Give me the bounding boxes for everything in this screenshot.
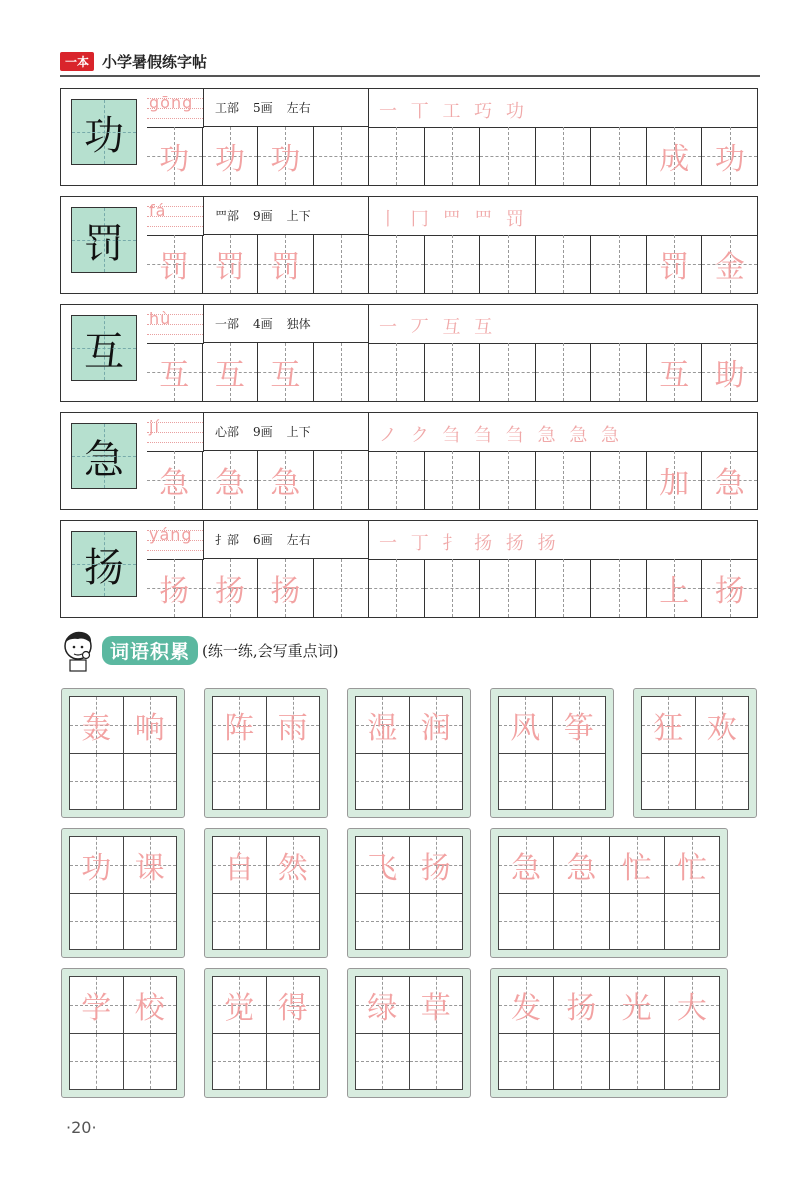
word-trace-character: 雨	[277, 710, 308, 746]
stroke-count: 4画	[253, 317, 273, 331]
stroke-order	[369, 89, 757, 128]
blank-writing-cell[interactable]	[409, 1034, 463, 1090]
word-box	[61, 828, 185, 958]
character-row	[60, 520, 758, 618]
blank-writing-cell[interactable]	[356, 894, 409, 950]
blank-writing-cell[interactable]	[609, 894, 664, 950]
pinyin-box	[147, 413, 204, 452]
word-trace-character: 风	[510, 710, 541, 746]
section-subtitle: (练一练,会写重点词)	[202, 641, 339, 660]
writing-cell[interactable]	[257, 343, 313, 401]
word-trace-character: 自	[224, 850, 255, 886]
radical: 一部	[215, 317, 240, 331]
pinyin-box	[147, 521, 204, 560]
practice-grid	[147, 235, 757, 293]
blank-writing-cell[interactable]	[552, 754, 606, 810]
word-box	[204, 688, 328, 818]
trace-character: 金	[714, 250, 745, 285]
word-trace-character: 扬	[420, 850, 451, 886]
writing-cell[interactable]	[257, 559, 313, 617]
writing-cell[interactable]	[368, 127, 424, 185]
section-header	[60, 628, 339, 672]
writing-cell[interactable]	[701, 235, 757, 293]
word-cell[interactable]	[213, 837, 266, 893]
word-trace-character: 飞	[367, 850, 398, 886]
character-row	[60, 412, 758, 510]
writing-cell[interactable]	[202, 559, 258, 617]
page-header	[60, 50, 207, 72]
writing-cell[interactable]	[646, 343, 702, 401]
pinyin-text: hù	[149, 309, 172, 328]
trace-character: 互	[270, 358, 301, 393]
blank-writing-cell[interactable]	[123, 754, 177, 810]
stroke-count: 6画	[253, 533, 273, 547]
stroke-order-text: 一 丁 扌 扬 扬 扬	[379, 533, 560, 554]
trace-character: 功	[714, 142, 745, 177]
word-cell[interactable]	[552, 697, 606, 753]
practice-grid	[147, 127, 757, 185]
blank-writing-cell[interactable]	[664, 894, 719, 950]
writing-cell[interactable]	[701, 559, 757, 617]
stroke-order-text: 丨 冂 罒 罒 罚	[379, 209, 528, 230]
model-character-box	[71, 99, 137, 165]
word-trace-character: 急	[566, 850, 597, 886]
blank-writing-cell[interactable]	[213, 754, 266, 810]
blank-writing-cell[interactable]	[409, 754, 463, 810]
word-trace-character: 润	[420, 710, 451, 746]
writing-cell[interactable]	[202, 343, 258, 401]
word-trace-character: 草	[420, 990, 451, 1026]
word-box	[490, 968, 728, 1098]
writing-cell[interactable]	[646, 127, 702, 185]
word-cell[interactable]	[356, 697, 409, 753]
stroke-order	[369, 197, 757, 236]
trace-character: 急	[270, 466, 301, 501]
stroke-order-text: 一 丆 互 互	[379, 317, 497, 338]
writing-cell[interactable]	[590, 559, 646, 617]
writing-cell[interactable]	[147, 127, 202, 185]
stroke-order	[369, 521, 757, 560]
section-title: 词语积累	[102, 636, 198, 665]
stroke-count: 9画	[253, 209, 273, 223]
writing-cell[interactable]	[535, 235, 591, 293]
boy-thinking-icon	[60, 628, 100, 672]
word-trace-character: 发	[511, 990, 542, 1026]
trace-character: 罚	[659, 250, 690, 285]
writing-cell[interactable]	[147, 451, 202, 509]
blank-writing-cell[interactable]	[356, 1034, 409, 1090]
word-cell[interactable]	[266, 977, 320, 1033]
pinyin-box	[147, 89, 204, 128]
writing-cell[interactable]	[147, 559, 202, 617]
word-trace-character: 狂	[653, 710, 684, 746]
word-cell[interactable]	[266, 837, 320, 893]
trace-character: 罚	[270, 250, 301, 285]
writing-cell[interactable]	[313, 127, 369, 185]
radical: 罒部	[215, 209, 240, 223]
header-divider	[60, 75, 760, 77]
pinyin-text: jí	[149, 417, 160, 436]
radical: 心部	[215, 425, 240, 439]
writing-cell[interactable]	[202, 127, 258, 185]
model-character: 罚	[84, 220, 124, 267]
word-cell[interactable]	[70, 977, 123, 1033]
character-info	[203, 521, 369, 559]
model-character-box	[71, 315, 137, 381]
word-cell[interactable]	[664, 977, 719, 1033]
word-cell[interactable]	[553, 837, 608, 893]
trace-character: 功	[270, 142, 301, 177]
blank-writing-cell[interactable]	[553, 1034, 608, 1090]
word-trace-character: 湿	[367, 710, 398, 746]
practice-grid	[147, 559, 757, 617]
writing-cell[interactable]	[424, 343, 480, 401]
word-cell[interactable]	[409, 697, 463, 753]
writing-cell[interactable]	[646, 559, 702, 617]
writing-cell[interactable]	[313, 235, 369, 293]
writing-cell[interactable]	[701, 343, 757, 401]
word-trace-character: 学	[81, 990, 112, 1026]
structure: 独体	[286, 317, 311, 331]
writing-cell[interactable]	[424, 451, 480, 509]
model-character: 功	[84, 112, 124, 159]
character-row	[60, 196, 758, 294]
writing-cell[interactable]	[535, 559, 591, 617]
word-box	[490, 828, 728, 958]
writing-cell[interactable]	[701, 127, 757, 185]
model-character: 急	[84, 436, 124, 483]
word-cell[interactable]	[609, 837, 664, 893]
word-cell[interactable]	[213, 697, 266, 753]
word-cell[interactable]	[695, 697, 749, 753]
word-box	[204, 968, 328, 1098]
trace-character: 功	[214, 142, 245, 177]
stroke-order-text: ノ ク 刍 刍 刍 急 急 急	[379, 425, 624, 446]
blank-writing-cell[interactable]	[642, 754, 695, 810]
writing-cell[interactable]	[424, 235, 480, 293]
trace-character: 互	[659, 358, 690, 393]
writing-cell[interactable]	[313, 451, 369, 509]
writing-cell[interactable]	[202, 235, 258, 293]
writing-cell[interactable]	[590, 235, 646, 293]
writing-cell[interactable]	[257, 451, 313, 509]
word-trace-character: 急	[511, 850, 542, 886]
trace-character: 扬	[714, 574, 745, 609]
word-trace-character: 校	[134, 990, 165, 1026]
writing-cell[interactable]	[590, 127, 646, 185]
writing-cell[interactable]	[368, 451, 424, 509]
word-box	[61, 968, 185, 1098]
trace-character: 罚	[214, 250, 245, 285]
blank-writing-cell[interactable]	[70, 1034, 123, 1090]
blank-writing-cell[interactable]	[266, 894, 320, 950]
writing-cell[interactable]	[424, 559, 480, 617]
writing-cell[interactable]	[147, 235, 202, 293]
pinyin-text: fá	[149, 201, 167, 220]
character-row	[60, 88, 758, 186]
writing-cell[interactable]	[424, 127, 480, 185]
blank-writing-cell[interactable]	[266, 1034, 320, 1090]
word-trace-character: 大	[676, 990, 707, 1026]
writing-cell[interactable]	[646, 235, 702, 293]
word-cell[interactable]	[213, 977, 266, 1033]
word-trace-character: 轰	[81, 710, 112, 746]
word-cell[interactable]	[609, 977, 664, 1033]
blank-writing-cell[interactable]	[123, 894, 177, 950]
word-box	[347, 968, 471, 1098]
blank-writing-cell[interactable]	[266, 754, 320, 810]
word-cell[interactable]	[409, 977, 463, 1033]
blank-writing-cell[interactable]	[499, 894, 553, 950]
writing-cell[interactable]	[479, 559, 535, 617]
blank-writing-cell[interactable]	[499, 1034, 553, 1090]
character-info	[203, 413, 369, 451]
blank-writing-cell[interactable]	[609, 1034, 664, 1090]
word-cell[interactable]	[123, 837, 177, 893]
writing-cell[interactable]	[479, 451, 535, 509]
writing-cell[interactable]	[646, 451, 702, 509]
model-character-box	[71, 423, 137, 489]
word-cell[interactable]	[499, 837, 553, 893]
model-character-box	[71, 531, 137, 597]
writing-cell[interactable]	[147, 343, 202, 401]
trace-character: 功	[159, 142, 190, 177]
trace-character: 扬	[159, 574, 190, 609]
word-trace-character: 课	[134, 850, 165, 886]
pinyin-box	[147, 197, 204, 236]
word-box	[633, 688, 757, 818]
word-trace-character: 忙	[621, 850, 652, 886]
writing-cell[interactable]	[590, 451, 646, 509]
word-cell[interactable]	[70, 697, 123, 753]
word-cell[interactable]	[70, 837, 123, 893]
writing-cell[interactable]	[479, 343, 535, 401]
model-character: 互	[84, 328, 124, 375]
model-character: 扬	[84, 544, 124, 591]
trace-character: 急	[214, 466, 245, 501]
word-cell[interactable]	[123, 977, 177, 1033]
word-box	[61, 688, 185, 818]
stroke-order-text: 一 丅 工 巧 功	[379, 101, 528, 122]
word-cell[interactable]	[553, 977, 608, 1033]
stroke-count: 5画	[253, 101, 273, 115]
writing-cell[interactable]	[479, 235, 535, 293]
word-cell[interactable]	[499, 697, 552, 753]
stroke-count: 9画	[253, 425, 273, 439]
word-cell[interactable]	[356, 977, 409, 1033]
writing-cell[interactable]	[368, 235, 424, 293]
word-trace-character: 筝	[563, 710, 594, 746]
structure: 左右	[286, 533, 311, 547]
writing-cell[interactable]	[368, 559, 424, 617]
brand-badge: 一本	[60, 52, 94, 71]
writing-cell[interactable]	[313, 559, 369, 617]
writing-cell[interactable]	[257, 127, 313, 185]
practice-grid	[147, 343, 757, 401]
word-cell[interactable]	[409, 837, 463, 893]
model-character-box	[71, 207, 137, 273]
radical: 工部	[215, 101, 240, 115]
character-info	[203, 197, 369, 235]
word-trace-character: 欢	[706, 710, 737, 746]
word-trace-character: 功	[81, 850, 112, 886]
word-cell[interactable]	[499, 977, 553, 1033]
word-cell[interactable]	[123, 697, 177, 753]
pinyin-box	[147, 305, 204, 344]
blank-writing-cell[interactable]	[409, 894, 463, 950]
trace-character: 加	[659, 466, 690, 501]
writing-cell[interactable]	[257, 235, 313, 293]
writing-cell[interactable]	[535, 127, 591, 185]
trace-character: 互	[214, 358, 245, 393]
trace-character: 扬	[270, 574, 301, 609]
structure: 上下	[286, 209, 311, 223]
pinyin-text: yáng	[149, 525, 193, 544]
trace-character: 急	[714, 466, 745, 501]
stroke-order	[369, 305, 757, 344]
blank-writing-cell[interactable]	[695, 754, 749, 810]
trace-character: 罚	[159, 250, 190, 285]
page-number: ·20·	[66, 1118, 97, 1137]
word-box	[204, 828, 328, 958]
blank-writing-cell[interactable]	[213, 1034, 266, 1090]
structure: 左右	[286, 101, 311, 115]
pinyin-text: gōng	[149, 93, 194, 112]
writing-cell[interactable]	[701, 451, 757, 509]
writing-cell[interactable]	[479, 127, 535, 185]
word-box	[347, 828, 471, 958]
character-row	[60, 304, 758, 402]
writing-cell[interactable]	[535, 451, 591, 509]
page-number-value: 20	[71, 1118, 92, 1137]
structure: 上下	[286, 425, 311, 439]
word-trace-character: 响	[134, 710, 165, 746]
word-trace-character: 绿	[367, 990, 398, 1026]
trace-character: 扬	[214, 574, 245, 609]
word-box	[347, 688, 471, 818]
blank-writing-cell[interactable]	[356, 754, 409, 810]
trace-character: 互	[159, 358, 190, 393]
word-trace-character: 扬	[566, 990, 597, 1026]
character-info	[203, 89, 369, 127]
blank-writing-cell[interactable]	[664, 1034, 719, 1090]
writing-cell[interactable]	[590, 343, 646, 401]
word-cell[interactable]	[642, 697, 695, 753]
writing-cell[interactable]	[368, 343, 424, 401]
word-trace-character: 忙	[676, 850, 707, 886]
practice-grid	[147, 451, 757, 509]
writing-cell[interactable]	[202, 451, 258, 509]
word-cell[interactable]	[664, 837, 719, 893]
word-trace-character: 得	[277, 990, 308, 1026]
blank-writing-cell[interactable]	[213, 894, 266, 950]
word-trace-character: 阵	[224, 710, 255, 746]
word-cell[interactable]	[266, 697, 320, 753]
blank-writing-cell[interactable]	[499, 754, 552, 810]
stroke-order	[369, 413, 757, 452]
trace-character: 急	[159, 466, 190, 501]
writing-cell[interactable]	[313, 343, 369, 401]
blank-writing-cell[interactable]	[70, 754, 123, 810]
book-title: 小学暑假练字帖	[102, 52, 208, 71]
word-trace-character: 然	[277, 850, 308, 886]
word-cell[interactable]	[356, 837, 409, 893]
blank-writing-cell[interactable]	[553, 894, 608, 950]
character-info	[203, 305, 369, 343]
blank-writing-cell[interactable]	[70, 894, 123, 950]
word-trace-character: 光	[621, 990, 652, 1026]
word-trace-character: 觉	[224, 990, 255, 1026]
blank-writing-cell[interactable]	[123, 1034, 177, 1090]
trace-character: 上	[659, 574, 690, 609]
radical: 扌部	[215, 533, 240, 547]
word-box	[490, 688, 614, 818]
trace-character: 成	[659, 142, 690, 177]
writing-cell[interactable]	[535, 343, 591, 401]
trace-character: 助	[714, 358, 745, 393]
